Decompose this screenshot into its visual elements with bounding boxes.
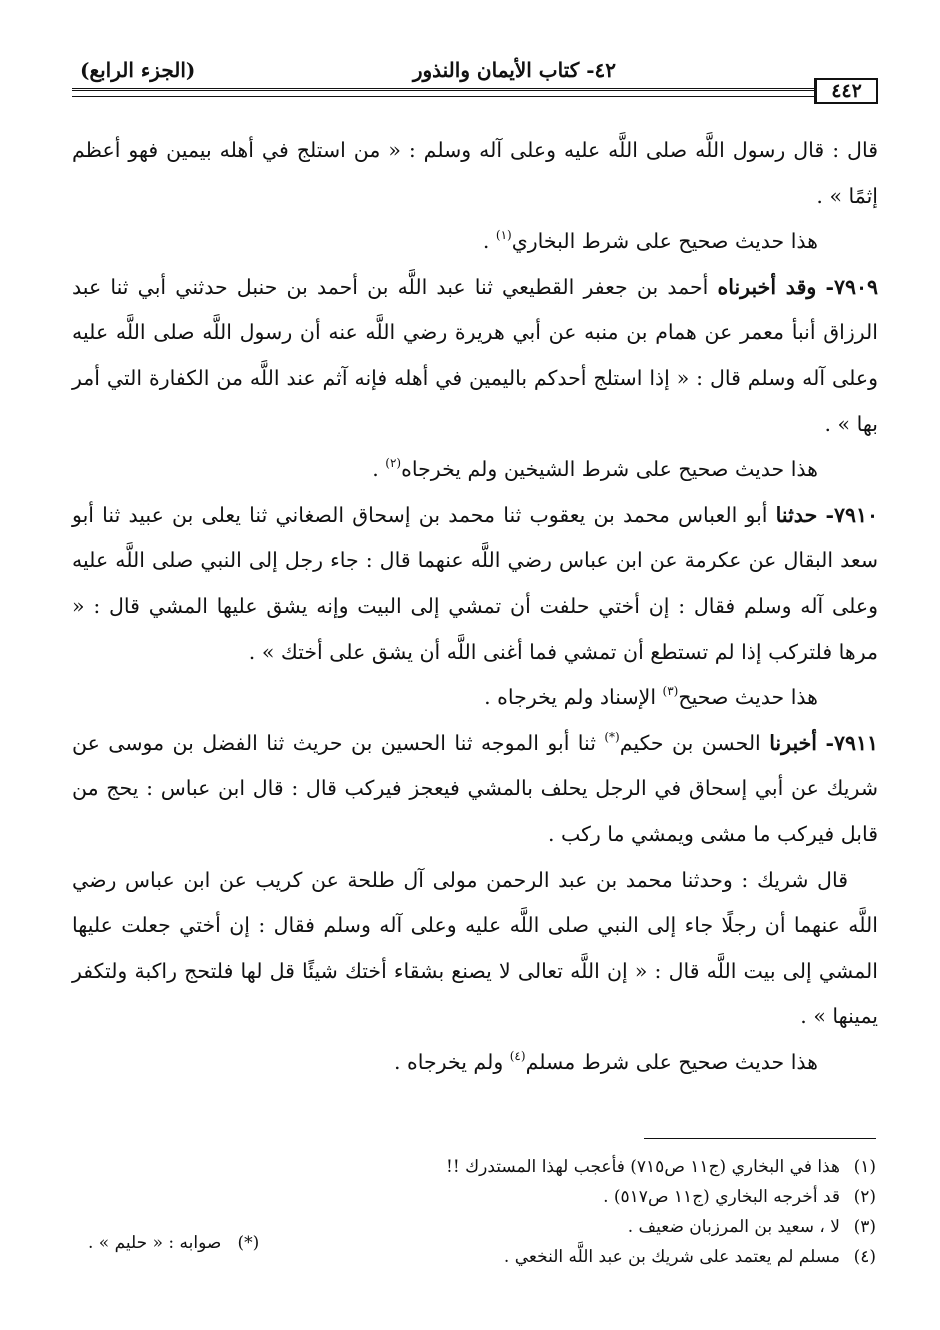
hadith-7910 bbox=[72, 493, 878, 675]
hadith-keyword: أخبرنا bbox=[769, 730, 818, 755]
header-rule-double bbox=[72, 88, 816, 91]
grading-end: الإسناد ولم يخرجاه . bbox=[484, 685, 663, 710]
star-footnote bbox=[88, 1228, 259, 1258]
grading-end: ولم يخرجاه . bbox=[393, 1049, 510, 1074]
page-number: ٤٤٢ bbox=[814, 78, 878, 104]
hadith-keyword: وقد أخبرناه bbox=[717, 274, 817, 299]
footnote-ref: (٤) bbox=[509, 1048, 526, 1063]
footnote-text: هذا في البخاري (ج١١ ص٧١٥) فأعجب لهذا المستدرك !! bbox=[446, 1157, 840, 1177]
grading-text: هذا حديث صحيح على شرط الشيخين ولم يخرجاه bbox=[401, 457, 818, 482]
footnotes bbox=[316, 1152, 876, 1272]
footnote bbox=[316, 1242, 876, 1272]
footnote-separator bbox=[644, 1138, 876, 1139]
footnote-number: (٣) bbox=[853, 1217, 876, 1237]
footnote-text: مسلم لم يعتمد على شريك بن عبد اللَّه النخعي . bbox=[503, 1247, 840, 1267]
main-text bbox=[72, 128, 878, 1085]
page-header bbox=[72, 52, 878, 102]
hadith-number: ٧٩١١- bbox=[825, 730, 878, 755]
grading-text: هذا حديث صحيح على شرط البخاري bbox=[511, 229, 818, 254]
hadith-7909 bbox=[72, 265, 878, 447]
paragraph-text: قال شريك : وحدثنا محمد بن عبد الرحمن مولى آل طلحة عن كريب عن ابن عباس رضي اللَّه عنهما أن رجلًا جاء إلى النبي صلى اللَّه عليه وعلى آله وسلم فقال : إن أختي جعلت عليها المشي إلى بيت اللَّه قال : « إن اللَّه تعالى لا يصنع بشقاء أختك شيئًا قل لها فلتحج راكبة ولتكفر يمينها » . bbox=[72, 867, 878, 1029]
hadith-number: ٧٩١٠- bbox=[825, 502, 878, 527]
book-title: ٤٢- كتاب الأيمان والنذور bbox=[412, 58, 616, 82]
footnote-text: لا ، سعيد بن المرزبان ضعيف . bbox=[627, 1217, 840, 1237]
footnote-text: قد أخرجه البخاري (ج١١ ص٥١٧) . bbox=[603, 1187, 840, 1207]
footnote-number: (٤) bbox=[853, 1247, 876, 1267]
hadith-text: أبو العباس محمد بن يعقوب ثنا محمد بن إسحاق الصغاني ثنا يعلى بن عبيد ثنا أبو سعد البقال عن عكرمة عن ابن عباس رضي اللَّه عنهما قال : جاء رجل إلى النبي صلى اللَّه عليه وعلى آله وسلم فقال : إن أختي حلفت أن تمشي إلى البيت وإنه يشق عليها المشي قال : « مرها فلتركب إذا لم تستطع أن تمشي فما أغنى اللَّه أن يشق على أختك » . bbox=[72, 502, 878, 664]
hadith-text-b: ثنا أبو الموجه ثنا الحسين بن حريث ثنا الفضل بن موسى عن شريك عن أبي إسحاق في الرجل يحلف بالمشي فيعجز فيركب قال : قال ابن عباس : يحج من قابل فيركب ما مشى ويمشي ما ركب . bbox=[72, 730, 878, 846]
header-rule-thin bbox=[72, 96, 816, 97]
hadith-7911 bbox=[72, 721, 878, 858]
hadith-text: أحمد بن جعفر القطيعي ثنا عبد اللَّه بن أحمد بن حنبل حدثني أبي ثنا عبد الرزاق أنبأ معمر عن همام بن منبه عن أبي هريرة رضي اللَّه عنه أن رسول اللَّه صلى اللَّه عليه وعلى آله وسلم قال : « إذا استلج أحدكم باليمين في أهله فإنه آثم عند اللَّه من الكفارة التي أمر بها » . bbox=[72, 274, 878, 436]
footnote bbox=[316, 1152, 876, 1182]
paragraph bbox=[72, 128, 878, 219]
paragraph-text: قال : قال رسول اللَّه صلى اللَّه عليه وعلى آله وسلم : « من استلج في أهله بيمين فهو أعظم إثمًا » . bbox=[72, 138, 878, 208]
paragraph bbox=[72, 858, 878, 1040]
grading-note bbox=[72, 219, 878, 265]
grading-note bbox=[72, 675, 878, 721]
footnote-ref: (٣) bbox=[662, 684, 679, 699]
grading-text: هذا حديث صحيح bbox=[678, 685, 818, 710]
part-label: (الجزء الرابع) bbox=[80, 58, 196, 82]
footnote-number: (٢) bbox=[853, 1187, 876, 1207]
star-footnote-text: صوابه : « حليم » . bbox=[88, 1233, 222, 1253]
hadith-number: ٧٩٠٩- bbox=[825, 274, 878, 299]
footnote-ref: (١) bbox=[495, 228, 512, 243]
grading-text: هذا حديث صحيح على شرط مسلم bbox=[525, 1049, 818, 1074]
hadith-text-a: الحسن بن حكيم bbox=[619, 730, 761, 755]
footnote bbox=[316, 1182, 876, 1212]
star-footnote-number: (*) bbox=[237, 1233, 260, 1253]
footnote-number: (١) bbox=[853, 1157, 876, 1177]
grading-end: . bbox=[482, 229, 496, 254]
grading-end: . bbox=[372, 457, 386, 482]
footnote-ref: (٢) bbox=[385, 456, 402, 471]
grading-note bbox=[72, 447, 878, 493]
footnote bbox=[316, 1212, 876, 1242]
hadith-keyword: حدثنا bbox=[775, 502, 818, 527]
grading-note bbox=[72, 1040, 878, 1086]
footnote-ref: (*) bbox=[604, 729, 620, 744]
